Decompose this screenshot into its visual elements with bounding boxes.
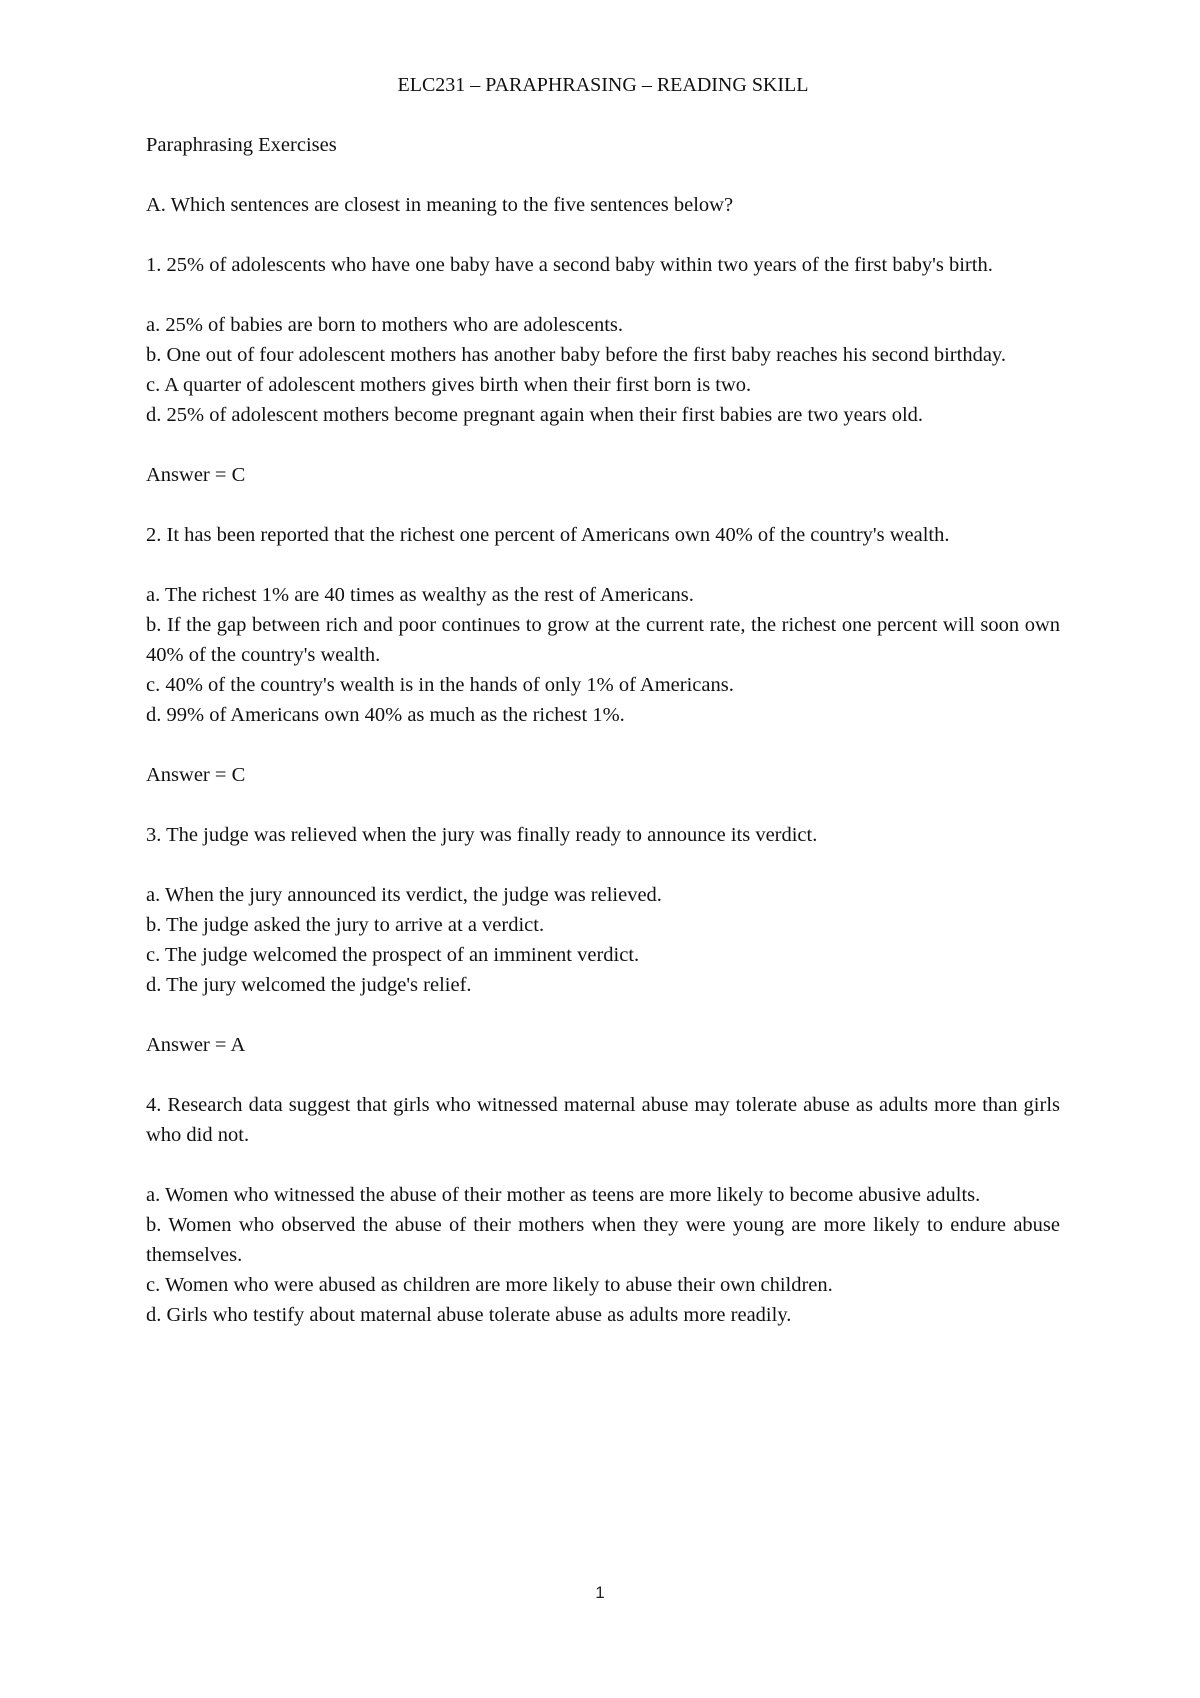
option-b: b. If the gap between rich and poor continues to grow at the current rate, the richest one percent will soon own 40% of the country's wealth. — [146, 614, 1060, 666]
answer-line: Answer = A — [146, 1034, 246, 1056]
option-list — [146, 880, 1060, 1000]
option-c: c. Women who were abused as children are more likely to abuse their own children. — [146, 1274, 833, 1296]
question-3 — [146, 820, 1060, 1060]
option-b: b. The judge asked the jury to arrive at a verdict. — [146, 914, 545, 936]
question-stem: 4. Research data suggest that girls who witnessed maternal abuse may tolerate abuse as adults more than girls who did not. — [146, 1094, 1060, 1146]
page-content — [146, 70, 1060, 1360]
option-a: a. When the jury announced its verdict, the judge was relieved. — [146, 884, 662, 906]
option-list — [146, 580, 1060, 730]
question-stem: 1. 25% of adolescents who have one baby have a second baby within two years of the first baby's birth. — [146, 254, 993, 276]
option-b: b. One out of four adolescent mothers has another baby before the first baby reaches his second birthday. — [146, 344, 1006, 366]
option-c: c. A quarter of adolescent mothers gives birth when their first born is two. — [146, 374, 752, 396]
section-title: Paraphrasing Exercises — [146, 134, 337, 156]
option-a: a. The richest 1% are 40 times as wealthy as the rest of Americans. — [146, 584, 694, 606]
option-d: d. Girls who testify about maternal abuse tolerate abuse as adults more readily. — [146, 1304, 792, 1326]
option-b: b. Women who observed the abuse of their mothers when they were young are more likely to endure abuse themselves. — [146, 1214, 1060, 1266]
answer-line: Answer = C — [146, 464, 246, 486]
option-c: c. 40% of the country's wealth is in the hands of only 1% of Americans. — [146, 674, 734, 696]
section-instruction: A. Which sentences are closest in meaning to the five sentences below? — [146, 194, 734, 216]
option-a: a. Women who witnessed the abuse of their mother as teens are more likely to become abusive adults. — [146, 1184, 981, 1206]
option-d: d. 99% of Americans own 40% as much as the richest 1%. — [146, 704, 625, 726]
question-stem: 3. The judge was relieved when the jury was finally ready to announce its verdict. — [146, 824, 818, 846]
answer-line: Answer = C — [146, 764, 246, 786]
page-header: ELC231 – PARAPHRASING – READING SKILL — [397, 74, 809, 96]
option-c: c. The judge welcomed the prospect of an imminent verdict. — [146, 944, 640, 966]
question-1 — [146, 250, 1060, 490]
page-number: 1 — [595, 1583, 605, 1602]
option-d: d. The jury welcomed the judge's relief. — [146, 974, 472, 996]
option-list — [146, 310, 1060, 430]
question-2 — [146, 520, 1060, 790]
option-a: a. 25% of babies are born to mothers who are adolescents. — [146, 314, 624, 336]
option-list — [146, 1180, 1060, 1330]
question-stem: 2. It has been reported that the richest one percent of Americans own 40% of the country's wealth. — [146, 524, 950, 546]
option-d: d. 25% of adolescent mothers become pregnant again when their first babies are two years old. — [146, 404, 924, 426]
question-4 — [146, 1090, 1060, 1330]
